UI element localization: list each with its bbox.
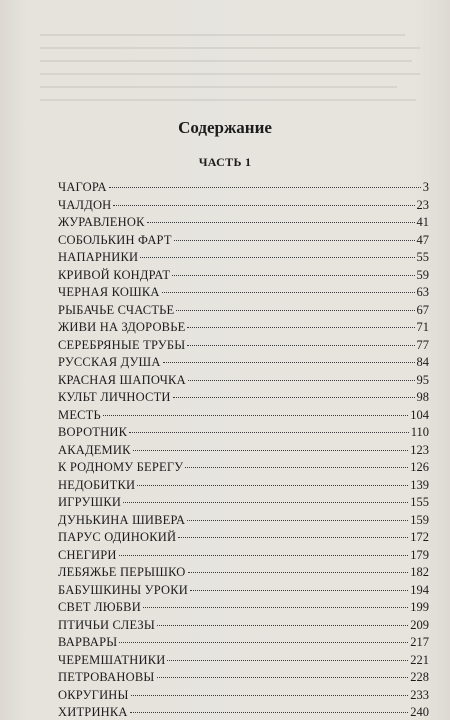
dot-leader: [188, 572, 409, 573]
toc-entry-page: 221: [410, 652, 429, 667]
toc-entry-title: ДУНЬКИНА ШИВЕРА: [58, 512, 186, 527]
toc-entry-page: 159: [410, 512, 429, 527]
toc-entry-page: 98: [416, 390, 429, 404]
toc-entry: [58, 303, 429, 321]
dot-leader: [147, 222, 415, 223]
toc-entry-title: НЕДОБИТКИ: [58, 477, 136, 492]
toc-entry-title: ЖИВИ НА ЗДОРОВЬЕ: [58, 320, 186, 334]
dot-leader: [172, 275, 414, 276]
toc-entry-title: КРИВОЙ КОНДРАТ: [58, 267, 171, 282]
toc-entry-page: 209: [410, 617, 429, 632]
toc-entry-title: КУЛЬТ ЛИЧНОСТИ: [58, 390, 171, 404]
toc-entry-title: ПЕТРОВАНОВЫ: [58, 670, 155, 684]
toc-entry: [58, 285, 429, 303]
toc-entry-title: СЕРЕБРЯНЫЕ ТРУБЫ: [58, 337, 186, 352]
toc-entry-page: 172: [410, 530, 429, 544]
toc-entry-title: БАБУШКИНЫ УРОКИ: [58, 582, 189, 597]
toc-entry: [58, 705, 429, 720]
toc-entry-title: ПТИЧЬИ СЛЕЗЫ: [58, 617, 155, 632]
toc-entry-page: 123: [410, 442, 429, 457]
toc-entry-title: СНЕГИРИ: [58, 547, 117, 562]
toc-entry: [58, 233, 429, 251]
toc-entry-page: 71: [416, 320, 429, 334]
dot-leader: [113, 205, 414, 206]
dot-leader: [187, 327, 414, 328]
toc-entry: [58, 670, 429, 688]
toc-entry: [58, 320, 429, 338]
toc-entry: [58, 565, 429, 583]
toc-entry-title: ЧАЛДОН: [58, 197, 112, 212]
toc-entry: [58, 355, 429, 373]
dot-leader: [167, 660, 408, 661]
dot-leader: [188, 380, 415, 381]
toc-entry-page: 95: [416, 372, 429, 387]
toc-entry-page: 104: [410, 407, 429, 422]
dot-leader: [157, 677, 409, 678]
dot-leader: [109, 187, 421, 188]
toc-entry: [58, 495, 429, 513]
toc-entry-page: 47: [416, 232, 429, 247]
toc-entry-page: 182: [410, 565, 429, 579]
toc-entry: [58, 688, 429, 706]
toc-entry: [58, 513, 429, 531]
toc-entry-title: ПАРУС ОДИНОКИЙ: [58, 530, 177, 544]
toc-entry: [58, 600, 429, 618]
toc-entry-title: СВЕТ ЛЮБВИ: [58, 600, 141, 614]
toc-entry: [58, 635, 429, 653]
toc-entry-title: К РОДНОМУ БЕРЕГУ: [58, 460, 184, 474]
toc-entry-title: ЖУРАВЛЕНОК: [58, 215, 145, 229]
toc-entry: [58, 530, 429, 548]
dot-leader: [173, 397, 415, 398]
dot-leader: [157, 625, 408, 626]
toc-entry-title: СОБОЛЬКИН ФАРТ: [58, 232, 172, 247]
dot-leader: [190, 590, 408, 591]
toc-entry-title: МЕСТЬ: [58, 407, 101, 422]
dot-leader: [178, 537, 408, 538]
dot-leader: [174, 240, 415, 241]
dot-leader: [103, 415, 408, 416]
toc-entry-title: ЧЕРЕМШАТНИКИ: [58, 652, 166, 667]
dot-leader: [140, 257, 414, 258]
toc-entry: [58, 198, 429, 216]
toc-entry: [58, 268, 429, 286]
dot-leader: [176, 310, 414, 311]
toc-entry: [58, 618, 429, 636]
toc-entry-page: 194: [410, 582, 429, 597]
toc-entry-page: 240: [410, 705, 429, 719]
dot-leader: [119, 555, 409, 556]
toc-entry-page: 55: [416, 250, 429, 264]
dot-leader: [163, 362, 415, 363]
toc-entry-title: НАПАРНИКИ: [58, 250, 139, 264]
toc-entry: [58, 425, 429, 443]
toc-entry: [58, 478, 429, 496]
toc-entry-title: ЛЕБЯЖЬЕ ПЕРЫШКО: [58, 565, 186, 579]
toc-entry-page: 179: [410, 547, 429, 562]
toc-entry-title: ОКРУГИНЫ: [58, 687, 129, 702]
toc-entry-page: 126: [410, 460, 429, 474]
toc-entry: [58, 373, 429, 391]
toc-entry: [58, 460, 429, 478]
toc-entry-page: 77: [416, 337, 429, 352]
toc-entry-title: КРАСНАЯ ШАПОЧКА: [58, 372, 186, 387]
toc-entry-page: 23: [416, 197, 429, 212]
toc-entry-title: РУССКАЯ ДУША: [58, 355, 161, 369]
page-title: Содержание: [178, 118, 272, 137]
toc-entry: [58, 443, 429, 461]
toc-entry-page: 228: [410, 670, 429, 684]
toc-entry-page: 84: [416, 355, 429, 369]
dot-leader: [187, 520, 408, 521]
dot-leader: [162, 292, 415, 293]
toc-entry-title: ЧАГОРА: [58, 180, 107, 194]
toc-entry-title: ВАРВАРЫ: [58, 635, 118, 649]
toc-entry: [58, 250, 429, 268]
toc-entry-page: 233: [410, 687, 429, 702]
dot-leader: [133, 450, 409, 451]
toc-entry-page: 155: [410, 495, 429, 509]
show-through-text: [40, 34, 420, 124]
toc-entry: [58, 338, 429, 356]
toc-entry-page: 59: [416, 267, 429, 282]
dot-leader: [119, 642, 408, 643]
dot-leader: [131, 695, 409, 696]
toc-entry-title: РЫБАЧЬЕ СЧАСТЬЕ: [58, 302, 175, 317]
toc-entry-title: АКАДЕМИК: [58, 442, 131, 457]
toc-entry-page: 110: [410, 425, 429, 439]
toc-entry: [58, 548, 429, 566]
toc-entry-page: 63: [416, 285, 429, 299]
toc-entry: [58, 180, 429, 198]
toc-entry: [58, 583, 429, 601]
toc-entry-page: 217: [410, 635, 429, 649]
toc-entry: [58, 215, 429, 233]
dot-leader: [123, 502, 408, 503]
toc-entry-title: ВОРОТНИК: [58, 425, 128, 439]
toc-entry: [58, 653, 429, 671]
part-heading: ЧАСТЬ 1: [198, 155, 252, 169]
toc-entry: [58, 408, 429, 426]
dot-leader: [143, 607, 408, 608]
dot-leader: [137, 485, 408, 486]
toc-entry-page: 3: [422, 180, 429, 194]
toc-entry-page: 41: [416, 215, 429, 229]
toc-entry-title: ЧЕРНАЯ КОШКА: [58, 285, 160, 299]
toc-entry-page: 199: [410, 600, 429, 614]
dot-leader: [129, 432, 409, 433]
toc-entry: [58, 390, 429, 408]
toc-entry-title: ХИТРИНКА: [58, 705, 128, 719]
dot-leader: [187, 345, 414, 346]
dot-leader: [130, 712, 409, 713]
dot-leader: [185, 467, 408, 468]
toc-entry-page: 67: [416, 302, 429, 317]
toc-entry-title: ИГРУШКИ: [58, 495, 122, 509]
toc-entry-page: 139: [410, 477, 429, 492]
table-of-contents: [58, 180, 429, 720]
